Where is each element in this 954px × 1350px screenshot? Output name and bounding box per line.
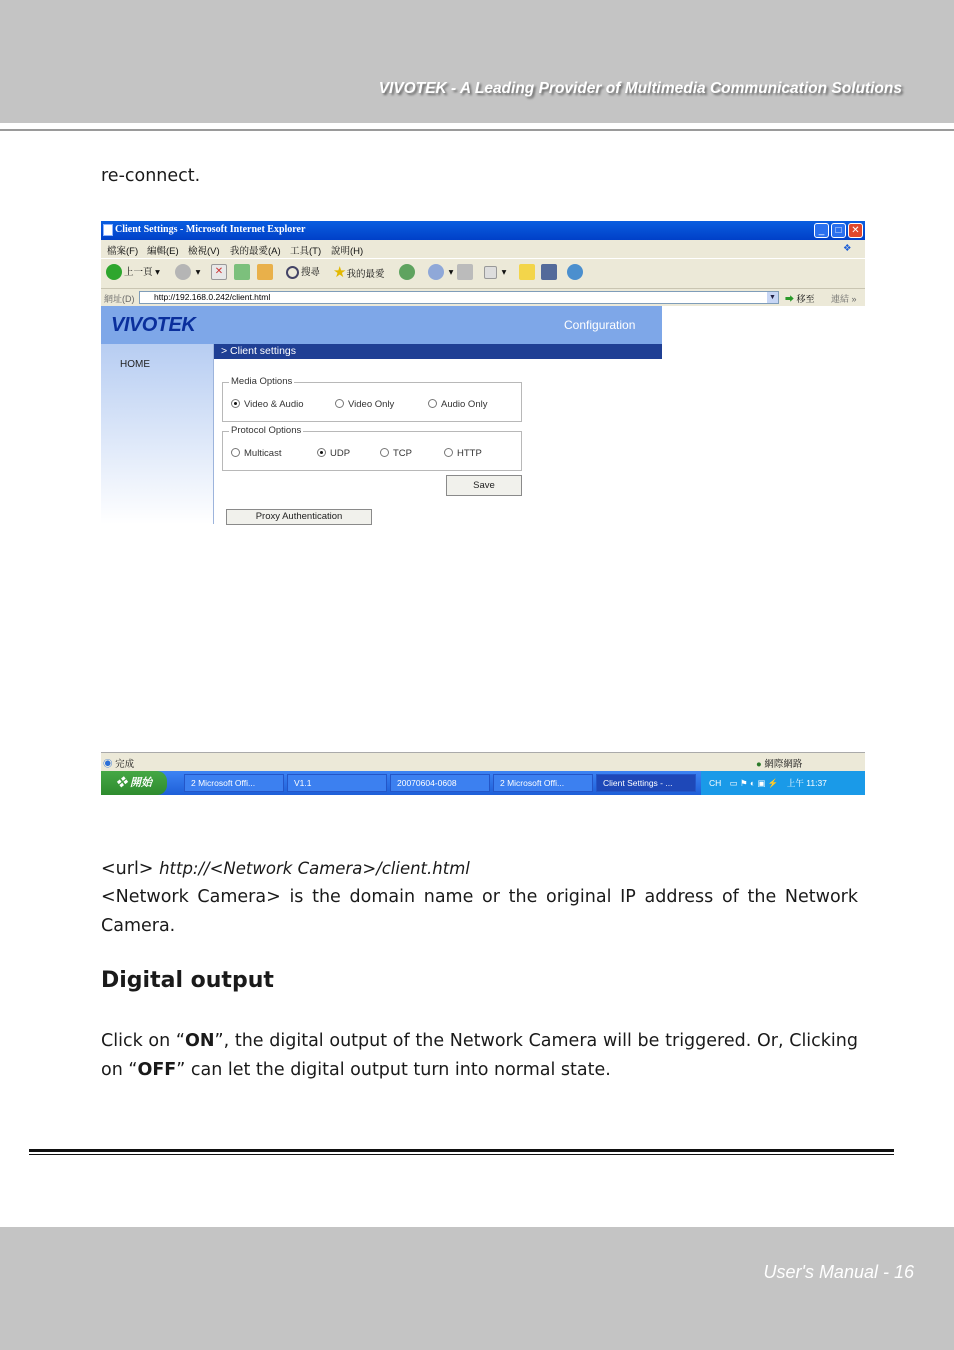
windows-flag-icon: ❖ <box>843 243 852 254</box>
stop-button[interactable] <box>211 264 229 282</box>
links-label: 連結 <box>831 294 850 304</box>
research-icon <box>541 264 557 280</box>
save-button[interactable]: Save <box>446 475 522 496</box>
digital-output-text-3: ” can let the digital output turn into normal state. <box>176 1060 611 1080</box>
print-icon <box>457 264 473 280</box>
radio-video-only-label: Video Only <box>348 399 395 410</box>
protocol-options-group <box>222 425 522 471</box>
menu-edit[interactable]: 編輯(E) <box>147 246 179 257</box>
protocol-options-legend: Protocol Options <box>231 425 302 436</box>
mail-button[interactable]: ▾ <box>428 264 453 282</box>
page-done-icon: ◉ <box>103 759 113 770</box>
radio-udp[interactable] <box>317 448 350 459</box>
edit-icon <box>484 266 497 279</box>
media-options-group <box>222 376 522 422</box>
ie-status-bar <box>101 752 865 771</box>
ie-window-icon <box>103 224 113 236</box>
forward-button[interactable]: ▾ <box>175 264 200 282</box>
digital-output-paragraph <box>101 1027 858 1085</box>
footer-rule-thin <box>29 1154 894 1155</box>
mail-icon <box>428 264 444 280</box>
radio-checked-icon <box>231 399 240 408</box>
address-input[interactable]: http://192.168.0.242/client.html <box>139 291 779 304</box>
menu-tools[interactable]: 工具(T) <box>290 246 322 257</box>
client-settings-bar: > Client settings <box>214 344 662 359</box>
radio-video-only[interactable] <box>335 399 394 410</box>
taskbar-item-client-settings[interactable]: Client Settings - ... <box>596 774 696 792</box>
minimize-icon[interactable]: _ <box>814 223 829 238</box>
maximize-icon[interactable]: □ <box>831 223 846 238</box>
radio-audio-only[interactable] <box>428 399 487 410</box>
links-button[interactable]: 連結 » <box>831 294 857 304</box>
messenger-button[interactable] <box>567 264 585 282</box>
radio-checked-icon <box>317 448 326 457</box>
radio-video-audio-label: Video & Audio <box>244 399 304 410</box>
back-button[interactable]: 上一頁 ▾ <box>106 264 160 282</box>
status-done <box>103 756 134 770</box>
search-icon <box>286 266 299 279</box>
back-arrow-icon <box>106 264 122 280</box>
menu-view[interactable]: 檢視(V) <box>188 246 220 257</box>
refresh-button[interactable] <box>234 264 252 282</box>
forward-arrow-icon <box>175 264 191 280</box>
page-header-band <box>0 0 954 123</box>
home-icon <box>257 264 273 280</box>
status-zone-label: 網際網路 <box>764 759 803 770</box>
taskbar-item-date-folder[interactable]: 20070604-0608 <box>390 774 490 792</box>
taskbar-item-office-1[interactable]: 2 Microsoft Offi... <box>184 774 284 792</box>
menu-help[interactable]: 說明(H) <box>331 246 364 257</box>
url-line <box>101 854 470 884</box>
ie-address-bar <box>101 288 865 306</box>
radio-multicast[interactable] <box>231 448 281 459</box>
print-button[interactable] <box>457 264 475 282</box>
start-button[interactable] <box>101 771 167 795</box>
folder-icon <box>519 264 535 280</box>
ie-window-title: Client Settings - Microsoft Internet Explorer <box>115 224 306 235</box>
start-flag-icon: ❖ <box>115 777 127 789</box>
history-button[interactable] <box>399 264 417 282</box>
on-keyword: ON <box>184 1031 215 1051</box>
camera-header-band <box>101 306 662 344</box>
radio-unchecked-icon <box>335 399 344 408</box>
digital-output-text-2: ”, the digital output of the Network Camera will be triggered. Or, Clicking on “ <box>101 1031 858 1080</box>
favorites-button[interactable] <box>333 264 384 282</box>
favorites-label: 我的最愛 <box>346 269 385 280</box>
radio-multicast-label: Multicast <box>244 448 282 459</box>
menu-favorites[interactable]: 我的最愛(A) <box>230 246 281 257</box>
tray-icons: ▭ ⚑ ◐ ▣ ⚡ <box>729 778 779 788</box>
history-icon <box>399 264 415 280</box>
reconnect-text: re-connect. <box>101 166 201 186</box>
star-icon: ★ <box>333 264 347 281</box>
back-label: 上一頁 <box>124 267 153 278</box>
nav-divider <box>213 344 214 524</box>
status-zone <box>756 756 802 770</box>
proxy-authentication-button[interactable]: Proxy Authentication <box>226 509 372 525</box>
taskbar-item-office-2[interactable]: 2 Microsoft Offi... <box>493 774 593 792</box>
windows-taskbar <box>101 771 865 795</box>
system-tray <box>701 771 865 795</box>
ie-title-bar <box>101 221 865 240</box>
digital-output-heading: Digital output <box>101 968 274 993</box>
radio-unchecked-icon <box>380 448 389 457</box>
edit-button[interactable]: ▾ <box>484 264 506 282</box>
menu-file[interactable]: 檔案(F) <box>107 246 139 257</box>
stop-icon: ✕ <box>211 264 227 280</box>
configuration-link[interactable]: Configuration <box>564 318 636 332</box>
footer-rule-thick <box>29 1149 894 1152</box>
network-camera-explanation: <Network Camera> is the domain name or the original IP address of the Network Camera. <box>101 887 858 936</box>
go-button[interactable] <box>785 292 815 305</box>
radio-tcp-label: TCP <box>393 448 412 459</box>
address-dropdown-icon[interactable]: ▼ <box>767 292 778 303</box>
tray-language[interactable]: CH <box>709 778 722 788</box>
research-button[interactable] <box>541 264 559 282</box>
refresh-icon <box>234 264 250 280</box>
header-divider <box>0 129 954 131</box>
radio-tcp[interactable] <box>380 448 412 459</box>
messenger-icon <box>567 264 583 280</box>
ie-page-content <box>101 306 865 752</box>
radio-udp-label: UDP <box>330 448 351 459</box>
search-label: 搜尋 <box>301 267 321 278</box>
url-prefix: <url> <box>101 859 154 879</box>
tray-clock: 上午 11:37 <box>786 778 827 788</box>
ie-screenshot <box>101 221 865 795</box>
taskbar-item-folder[interactable]: V1.1 <box>287 774 387 792</box>
go-arrow-icon: ➡ <box>785 294 795 304</box>
digital-output-text-1: Click on “ <box>101 1031 185 1051</box>
page-footer-band <box>0 1227 954 1350</box>
status-done-label: 完成 <box>115 759 135 770</box>
radio-http-label: HTTP <box>457 448 482 459</box>
address-label: 網址(D) <box>104 294 135 304</box>
close-icon[interactable]: ✕ <box>848 223 863 238</box>
vivotek-logo: VIVOTEK <box>111 314 196 336</box>
start-label: 開始 <box>130 777 153 789</box>
footer-page-number: User's Manual - 16 <box>763 1262 914 1282</box>
radio-video-audio[interactable] <box>231 399 304 410</box>
left-nav <box>101 344 214 524</box>
go-label: 移至 <box>796 294 815 304</box>
home-link[interactable]: HOME <box>120 359 150 370</box>
ie-menu-bar <box>101 240 865 258</box>
ie-toolbar <box>101 258 865 288</box>
radio-audio-only-label: Audio Only <box>441 399 488 410</box>
header-title: VIVOTEK - A Leading Provider of Multimedia Communication Solutions <box>378 80 902 97</box>
radio-unchecked-icon <box>444 448 453 457</box>
internet-globe-icon: ● <box>756 759 762 770</box>
radio-unchecked-icon <box>428 399 437 408</box>
off-keyword: OFF <box>137 1060 177 1080</box>
media-options-legend: Media Options <box>231 376 293 387</box>
url-value: http://<Network Camera>/client.html <box>159 859 470 878</box>
discuss-button[interactable] <box>519 264 537 282</box>
search-button[interactable] <box>286 264 320 282</box>
radio-http[interactable] <box>444 448 482 459</box>
home-button[interactable] <box>257 264 275 282</box>
radio-unchecked-icon <box>231 448 240 457</box>
